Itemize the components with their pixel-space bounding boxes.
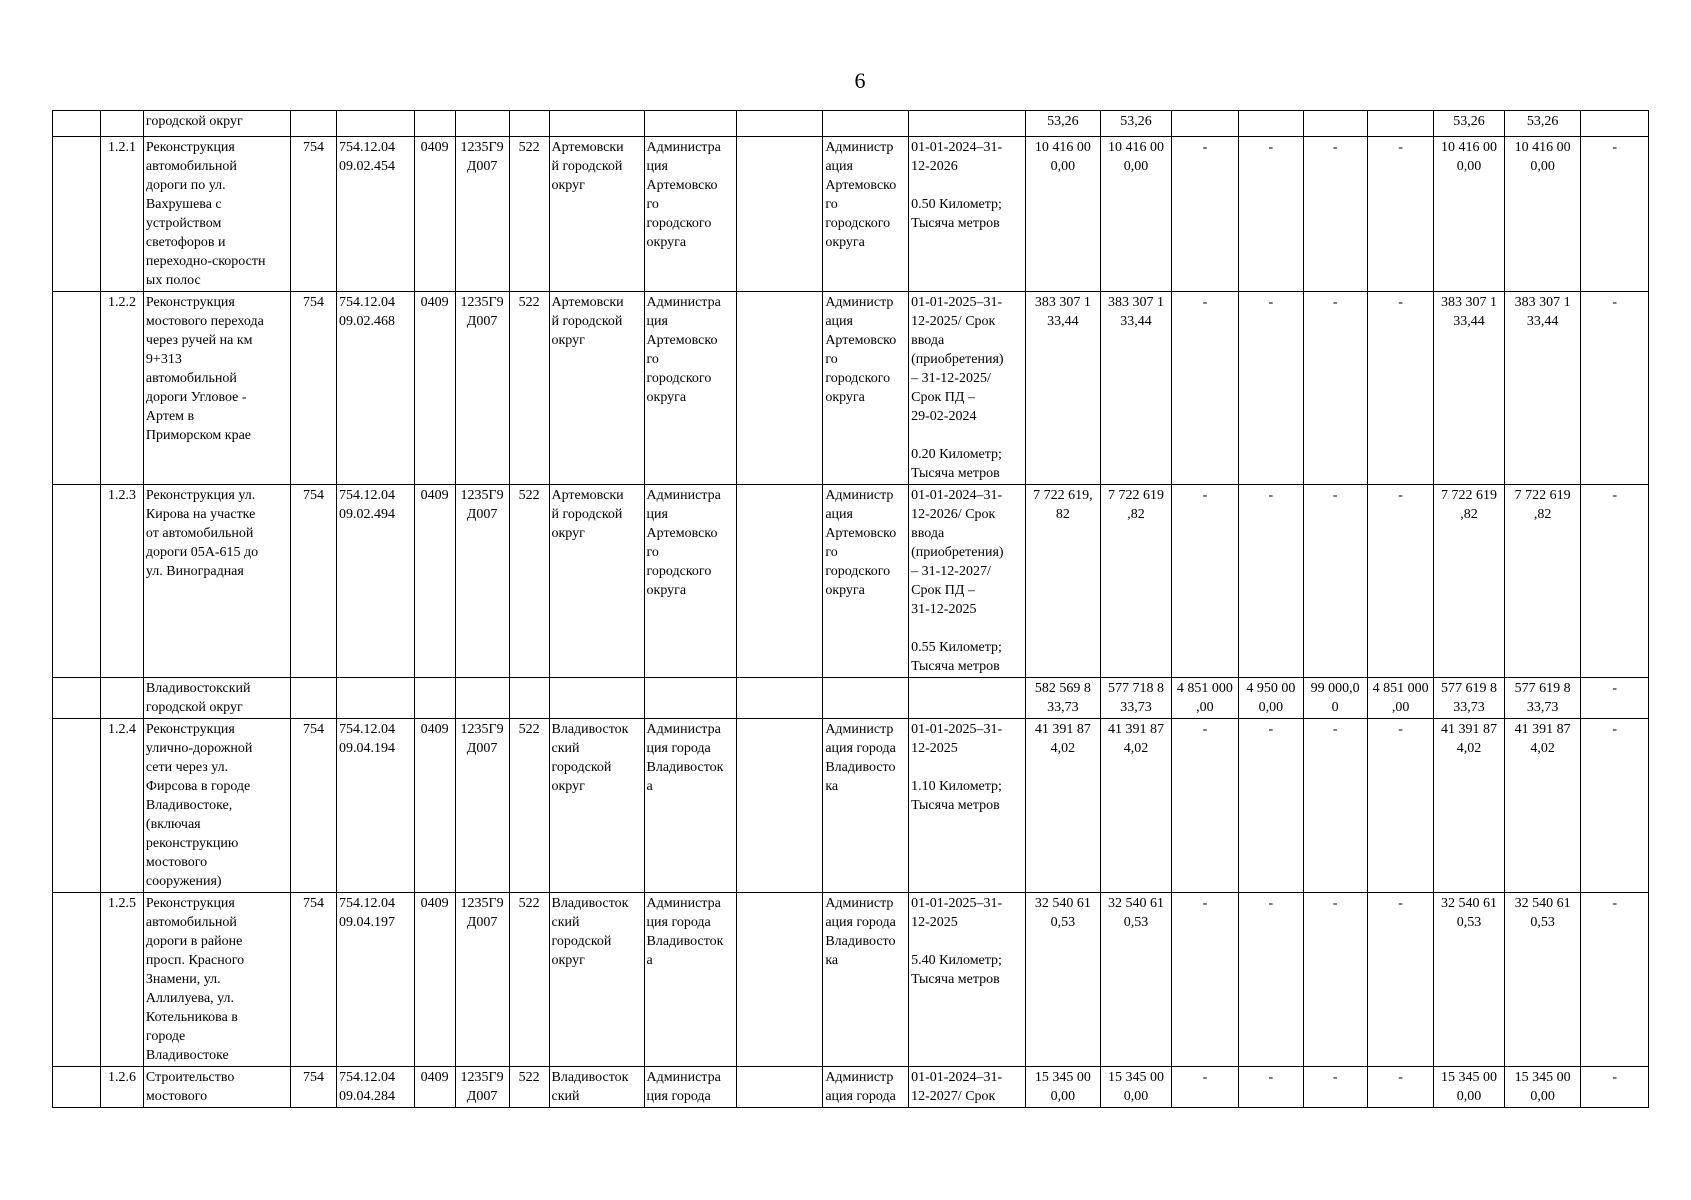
table-row [53,719,1649,893]
terms: 01-01-2024–31- 12-2027/ Срок [909,1067,1025,1108]
amount-4: 4 950 00 0,00 [1239,678,1303,719]
dash-1: - [1171,893,1238,1067]
rzpr: 0409 [414,137,455,292]
dash-4: - [1367,485,1433,678]
funding-amount-2: 15 345 00 0,00 [1504,1067,1581,1108]
object-name: Реконструкция ул. Кирова на участке от автомобильной дороги 05А-615 до ул. Виноградная [143,485,290,678]
row-number: 1.2.2 [101,292,144,485]
dash-2: - [1239,1067,1303,1108]
row-number: 1.2.6 [101,1067,144,1108]
dash-1: - [1171,485,1238,678]
municipality: Владивосток ский [549,1067,644,1108]
empty-cell [737,719,823,893]
row-name: городской округ [143,111,290,137]
dash-3: - [1303,485,1367,678]
funding-amount-2: 10 416 00 0,00 [1504,137,1581,292]
table-row [53,137,1649,292]
budget-amount: 10 416 00 0,00 [1101,137,1172,292]
vr: 522 [509,893,549,1067]
funding-amount-2: 32 540 61 0,53 [1504,893,1581,1067]
vr: 522 [509,1067,549,1108]
csr: 1235Г9 Д007 [455,292,509,485]
last-cell: - [1581,678,1649,719]
dash-1: - [1171,1067,1238,1108]
object-code: 754.12.04 09.02.494 [337,485,415,678]
row-number: 1.2.5 [101,893,144,1067]
funding-amount-2: 7 722 619 ,82 [1504,485,1581,678]
total-amount: 32 540 61 0,53 [1025,893,1101,1067]
funding-amount: 577 619 8 33,73 [1434,678,1505,719]
object-name: Реконструкция улично-дорожной сети через ул. Фирсова в городе Владивостоке, (включая реконструкцию мостового сооружения) [143,719,290,893]
municipality: Владивосток ский городской округ [549,719,644,893]
dash-3: - [1303,719,1367,893]
empty-cell [737,137,823,292]
csr: 1235Г9 Д007 [455,719,509,893]
last-cell: - [1581,893,1649,1067]
header-row [53,111,1649,137]
vr: 522 [509,485,549,678]
terms: 01-01-2024–31- 12-2026 0.50 Километр; Тысяча метров [909,137,1025,292]
budget-amount: 7 722 619 ,82 [1101,485,1172,678]
executor: Администр ация Артемовско го городского округа [823,137,909,292]
last-cell: - [1581,485,1649,678]
object-name: Реконструкция автомобильной дороги по ул. Вахрушева с устройством светофоров и переходно-скоростн ых полос [143,137,290,292]
total-amount: 7 722 619, 82 [1025,485,1101,678]
dash-2: - [1239,893,1303,1067]
funding-amount: 383 307 1 33,44 [1434,292,1505,485]
dash-4: - [1367,1067,1433,1108]
funding-amount: 7 722 619 ,82 [1434,485,1505,678]
vr: 522 [509,137,549,292]
kvsr: 754 [291,137,337,292]
executor: Администр ация города Владивосто ка [823,893,909,1067]
empty-cell [737,893,823,1067]
last-cell: - [1581,292,1649,485]
executor: Администр ация Артемовско го городского округа [823,292,909,485]
object-code: 754.12.04 09.04.197 [337,893,415,1067]
dash-2: - [1239,292,1303,485]
budget-amount: 53,26 [1101,111,1172,137]
customer: Администра ция города Владивосток а [644,719,737,893]
row-number: 1.2.4 [101,719,144,893]
terms: 01-01-2025–31- 12-2025 1.10 Километр; Тысяча метров [909,719,1025,893]
budget-amount: 383 307 1 33,44 [1101,292,1172,485]
subtotal-name: Владивостокский городской округ [143,678,290,719]
program-table [52,110,1649,1108]
dash-2: - [1239,719,1303,893]
dash-3: - [1303,137,1367,292]
funding-amount: 10 416 00 0,00 [1434,137,1505,292]
dash-4: - [1367,292,1433,485]
dash-4: - [1367,893,1433,1067]
municipality: Артемовски й городской округ [549,485,644,678]
funding-amount-2: 41 391 87 4,02 [1504,719,1581,893]
budget-amount: 32 540 61 0,53 [1101,893,1172,1067]
customer: Администра ция Артемовско го городского округа [644,292,737,485]
rzpr: 0409 [414,719,455,893]
customer: Администра ция города Владивосток а [644,893,737,1067]
funding-amount: 53,26 [1434,111,1505,137]
empty-cell [737,1067,823,1108]
customer: Администра ция Артемовско го городского округа [644,485,737,678]
table-row [53,893,1649,1067]
table-row [53,292,1649,485]
dash-4: - [1367,719,1433,893]
kvsr: 754 [291,719,337,893]
budget-amount: 41 391 87 4,02 [1101,719,1172,893]
rzpr: 0409 [414,893,455,1067]
municipality: Артемовски й городской округ [549,137,644,292]
object-name: Реконструкция мостового перехода через ручей на км 9+313 автомобильной дороги Угловое - Артем в Приморском крае [143,292,290,485]
municipality: Артемовски й городской округ [549,292,644,485]
rzpr: 0409 [414,485,455,678]
funding-amount: 32 540 61 0,53 [1434,893,1505,1067]
csr: 1235Г9 Д007 [455,137,509,292]
amount-3: 4 851 000 ,00 [1171,678,1238,719]
rzpr: 0409 [414,1067,455,1108]
dash-3: - [1303,893,1367,1067]
page-number: 6 [854,68,866,93]
vr: 522 [509,292,549,485]
amount-5: 99 000,0 0 [1303,678,1367,719]
object-code: 754.12.04 09.04.284 [337,1067,415,1108]
dash-1: - [1171,137,1238,292]
total-amount: 383 307 1 33,44 [1025,292,1101,485]
row-number: 1.2.3 [101,485,144,678]
csr: 1235Г9 Д007 [455,1067,509,1108]
dash-1: - [1171,292,1238,485]
dash-2: - [1239,137,1303,292]
kvsr: 754 [291,292,337,485]
kvsr: 754 [291,1067,337,1108]
subtotal-row [53,678,1649,719]
rzpr: 0409 [414,292,455,485]
total-amount: 41 391 87 4,02 [1025,719,1101,893]
last-cell: - [1581,137,1649,292]
dash-3: - [1303,292,1367,485]
terms: 01-01-2025–31- 12-2025 5.40 Километр; Тысяча метров [909,893,1025,1067]
empty-cell [737,485,823,678]
funding-amount: 41 391 87 4,02 [1434,719,1505,893]
budget-amount: 577 718 8 33,73 [1101,678,1172,719]
last-cell: - [1581,1067,1649,1108]
customer: Администра ция города [644,1067,737,1108]
object-code: 754.12.04 09.04.194 [337,719,415,893]
customer: Администра ция Артемовско го городского округа [644,137,737,292]
table-row [53,485,1649,678]
total-amount: 10 416 00 0,00 [1025,137,1101,292]
vr: 522 [509,719,549,893]
csr: 1235Г9 Д007 [455,485,509,678]
object-name: Реконструкция автомобильной дороги в районе просп. Красного Знамени, ул. Аллилуева, ул. Котельникова в городе Владивостоке [143,893,290,1067]
funding-amount-2: 383 307 1 33,44 [1504,292,1581,485]
terms: 01-01-2025–31- 12-2025/ Срок ввода (приобретения) – 31-12-2025/ Срок ПД – 29-02-2024 0.20 Километр; Тысяча метров [909,292,1025,485]
total-amount: 15 345 00 0,00 [1025,1067,1101,1108]
funding-amount-2: 577 619 8 33,73 [1504,678,1581,719]
table-row [53,1067,1649,1108]
terms: 01-01-2024–31- 12-2026/ Срок ввода (приобретения) – 31-12-2027/ Срок ПД – 31-12-2025 0.55 Километр; Тысяча метров [909,485,1025,678]
executor: Администр ация города Владивосто ка [823,719,909,893]
funding-amount: 15 345 00 0,00 [1434,1067,1505,1108]
dash-1: - [1171,719,1238,893]
dash-2: - [1239,485,1303,678]
amount-6: 4 851 000 ,00 [1367,678,1433,719]
total-amount: 582 569 8 33,73 [1025,678,1101,719]
municipality: Владивосток ский городской округ [549,893,644,1067]
last-cell: - [1581,719,1649,893]
csr: 1235Г9 Д007 [455,893,509,1067]
object-code: 754.12.04 09.02.468 [337,292,415,485]
empty-cell [737,292,823,485]
executor: Администр ация города [823,1067,909,1108]
dash-4: - [1367,137,1433,292]
funding-amount-2: 53,26 [1504,111,1581,137]
total-amount: 53,26 [1025,111,1101,137]
row-number: 1.2.1 [101,137,144,292]
object-name: Строительство мостового [143,1067,290,1108]
budget-amount: 15 345 00 0,00 [1101,1067,1172,1108]
executor: Администр ация Артемовско го городского округа [823,485,909,678]
object-code: 754.12.04 09.02.454 [337,137,415,292]
kvsr: 754 [291,485,337,678]
kvsr: 754 [291,893,337,1067]
dash-3: - [1303,1067,1367,1108]
